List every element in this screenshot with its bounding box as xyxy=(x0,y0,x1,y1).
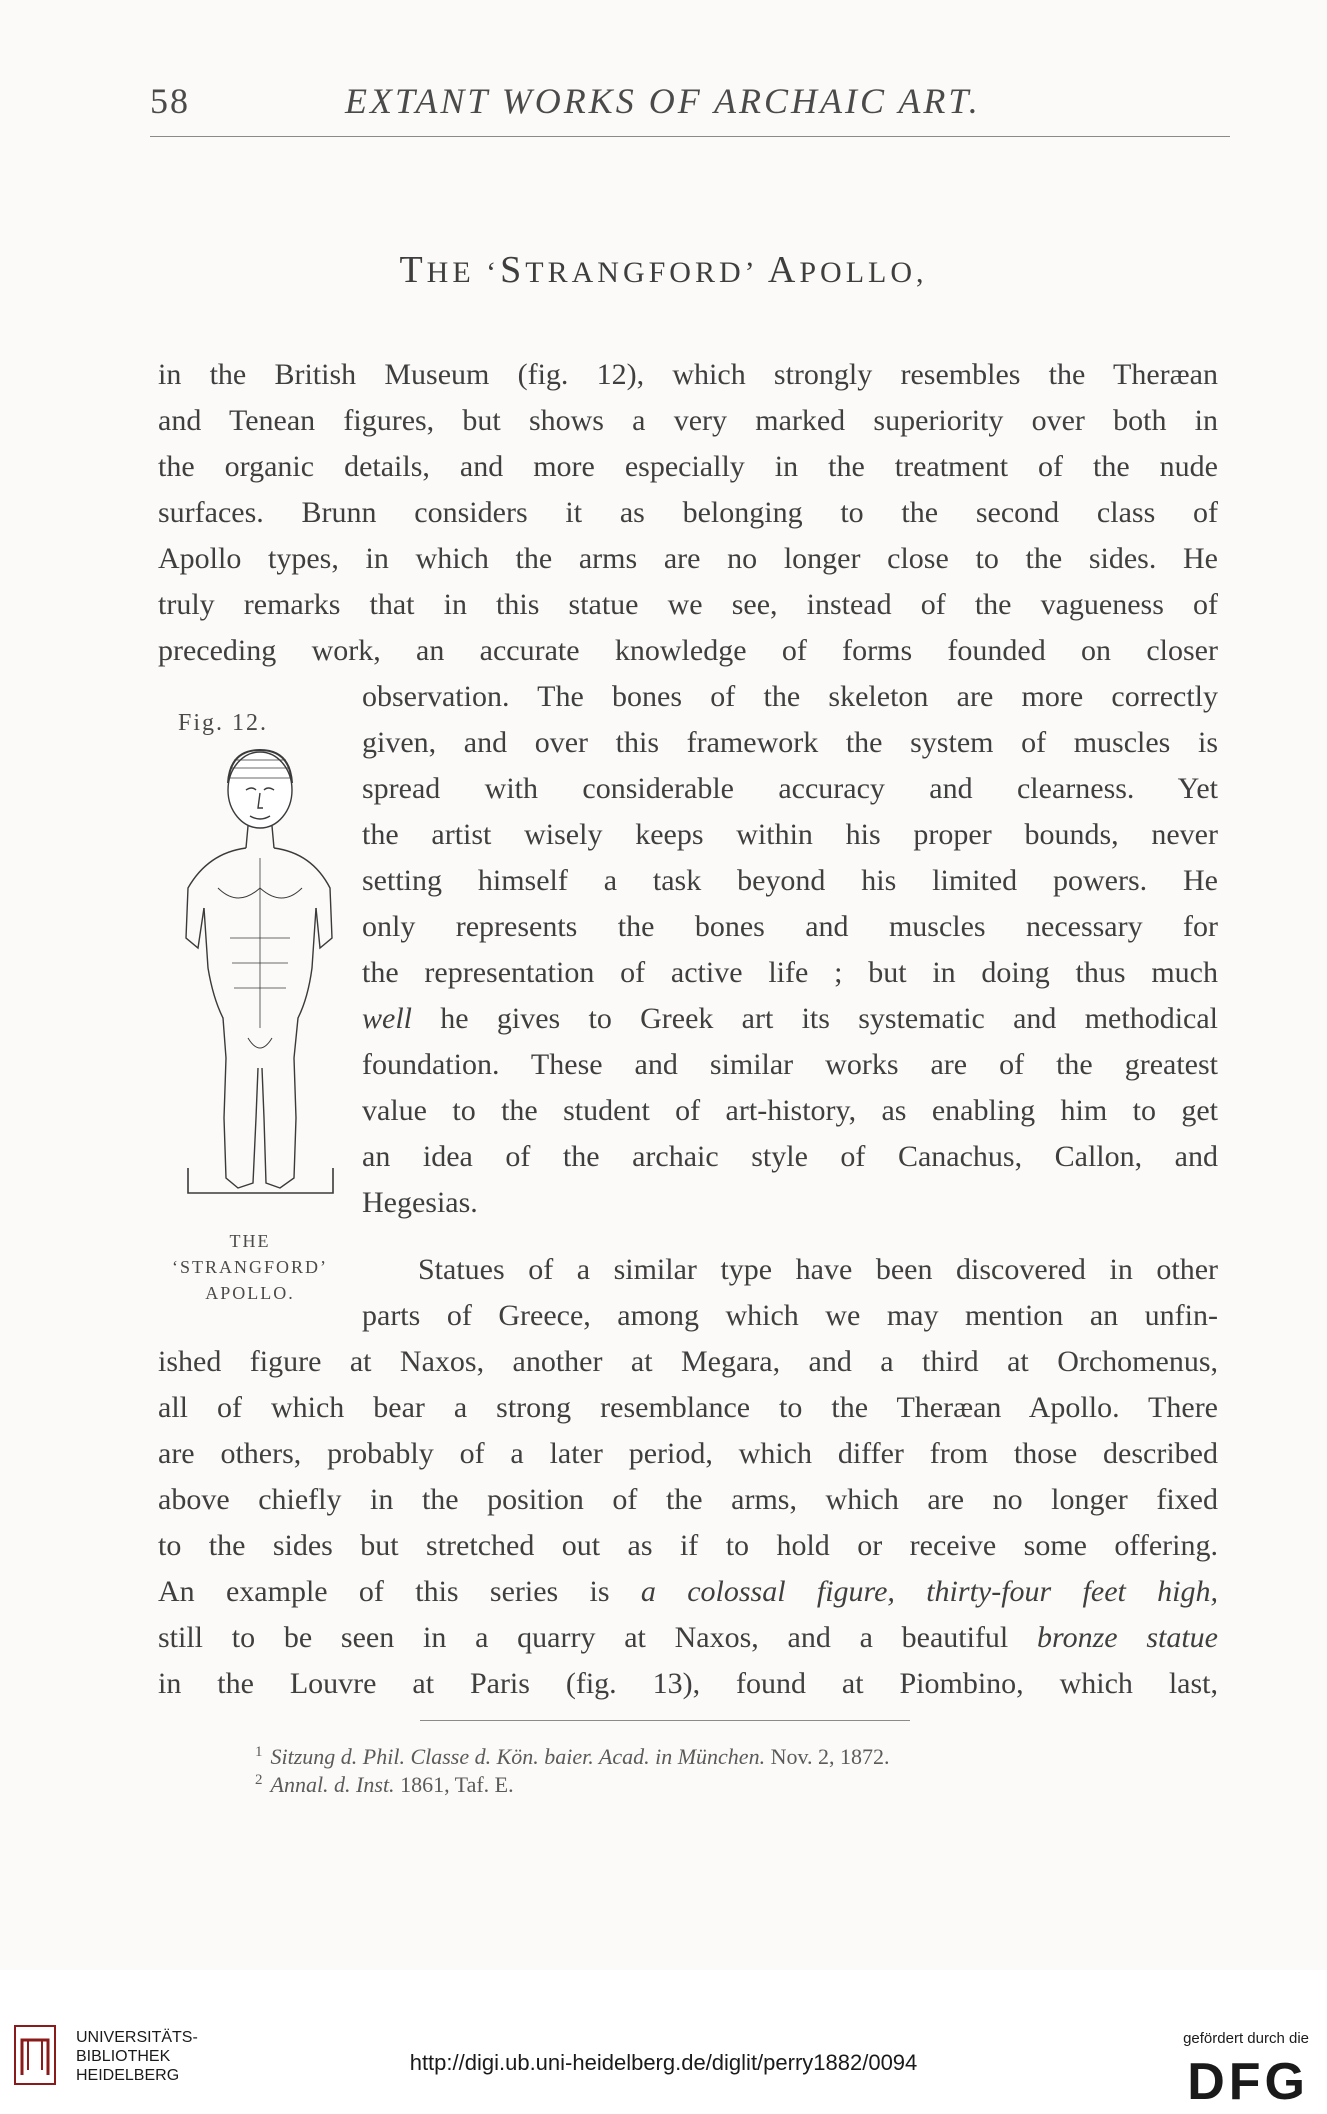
body-line: in the British Museum (fig. 12), which strongly resembles the Theræan xyxy=(158,358,1218,391)
body-line: are others, probably of a later period, which differ from those described xyxy=(158,1437,1218,1470)
body-line: the artist wisely keeps within his proper bounds, never xyxy=(362,818,1218,851)
strangford-apollo-figure xyxy=(168,738,348,1218)
page-number: 58 xyxy=(150,81,190,121)
footnote-1: $^1$ Sitzung d. Phil. Classe d. Kön. baier. Acad. in München. Nov. 2, 1872. xyxy=(255,1744,890,1769)
body-line: spread with considerable accuracy and clearness. Yet xyxy=(362,772,1218,805)
running-head xyxy=(150,80,1230,130)
body-line: parts of Greece, among which we may mention an unfin- xyxy=(362,1299,1218,1332)
body-line: in the Louvre at Paris (fig. 13), found at Piombino, which last, xyxy=(158,1667,1218,1700)
body-line: Apollo types, in which the arms are no longer close to the sides. He xyxy=(158,542,1218,575)
footer-bar xyxy=(0,1970,1327,2114)
footnote-2: $^2$ Annal. d. Inst. 1861, Taf. E. xyxy=(255,1772,514,1797)
body-line: to the sides but stretched out as if to hold or receive some offering. xyxy=(158,1529,1218,1562)
body-line: well he gives to Greek art its systematic and methodical xyxy=(362,1002,1218,1035)
body-line: and Tenean figures, but shows a very marked superiority over both in xyxy=(158,404,1218,437)
footnote-rule xyxy=(420,1720,910,1721)
body-line: truly remarks that in this statue we see, instead of the vagueness of xyxy=(158,588,1218,621)
body-line: preceding work, an accurate knowledge of forms founded on closer xyxy=(158,634,1218,667)
body-line: the representation of active life ; but in doing thus much xyxy=(362,956,1218,989)
library-name: UNIVERSITÄTS- BIBLIOTHEK HEIDELBERG xyxy=(76,2029,198,2084)
dfg-logo: DFG xyxy=(1187,2053,1309,2111)
body-line: foundation. These and similar works are of the greatest xyxy=(362,1048,1218,1081)
section-title: THE ‘STRANGFORD’ APOLLO, xyxy=(399,249,928,291)
figure-label: Fig. 12. xyxy=(178,710,269,736)
header-rule xyxy=(150,136,1230,137)
body-line: observation. The bones of the skeleton are more correctly xyxy=(362,680,1218,713)
body-line: the organic details, and more especially in the treatment of the nude xyxy=(158,450,1218,483)
body-line: value to the student of art-history, as enabling him to get xyxy=(362,1094,1218,1127)
body-line: ished figure at Naxos, another at Megara, and a third at Orchomenus, xyxy=(158,1345,1218,1378)
funding-note: gefördert durch die xyxy=(1183,2030,1309,2047)
body-line: surfaces. Brunn considers it as belonging to the second class of xyxy=(158,496,1218,529)
body-line: all of which bear a strong resemblance to the Theræan Apollo. There xyxy=(158,1391,1218,1424)
body-line: still to be seen in a quarry at Naxos, and a beautiful bronze statue xyxy=(158,1621,1218,1654)
running-title: EXTANT WORKS OF ARCHAIC ART. xyxy=(345,81,981,121)
body-line: above chiefly in the position of the arms, which are no longer fixed xyxy=(158,1483,1218,1516)
body-line: given, and over this framework the system of muscles is xyxy=(362,726,1218,759)
body-line: only represents the bones and muscles necessary for xyxy=(362,910,1218,943)
body-line: setting himself a task beyond his limited powers. He xyxy=(362,864,1218,897)
body-line: Hegesias. xyxy=(362,1186,478,1219)
permalink-url[interactable]: http://digi.ub.uni-heidelberg.de/diglit/perry1882/0094 xyxy=(409,2050,918,2075)
body-line: an idea of the archaic style of Canachus, Callon, and xyxy=(362,1140,1218,1173)
figure-caption: THE ‘STRANGFORD’ APOLLO. xyxy=(171,1231,328,1303)
body-line: An example of this series is a colossal figure, thirty-four feet high, xyxy=(158,1575,1218,1608)
body-line: Statues of a similar type have been discovered in other xyxy=(418,1253,1218,1286)
